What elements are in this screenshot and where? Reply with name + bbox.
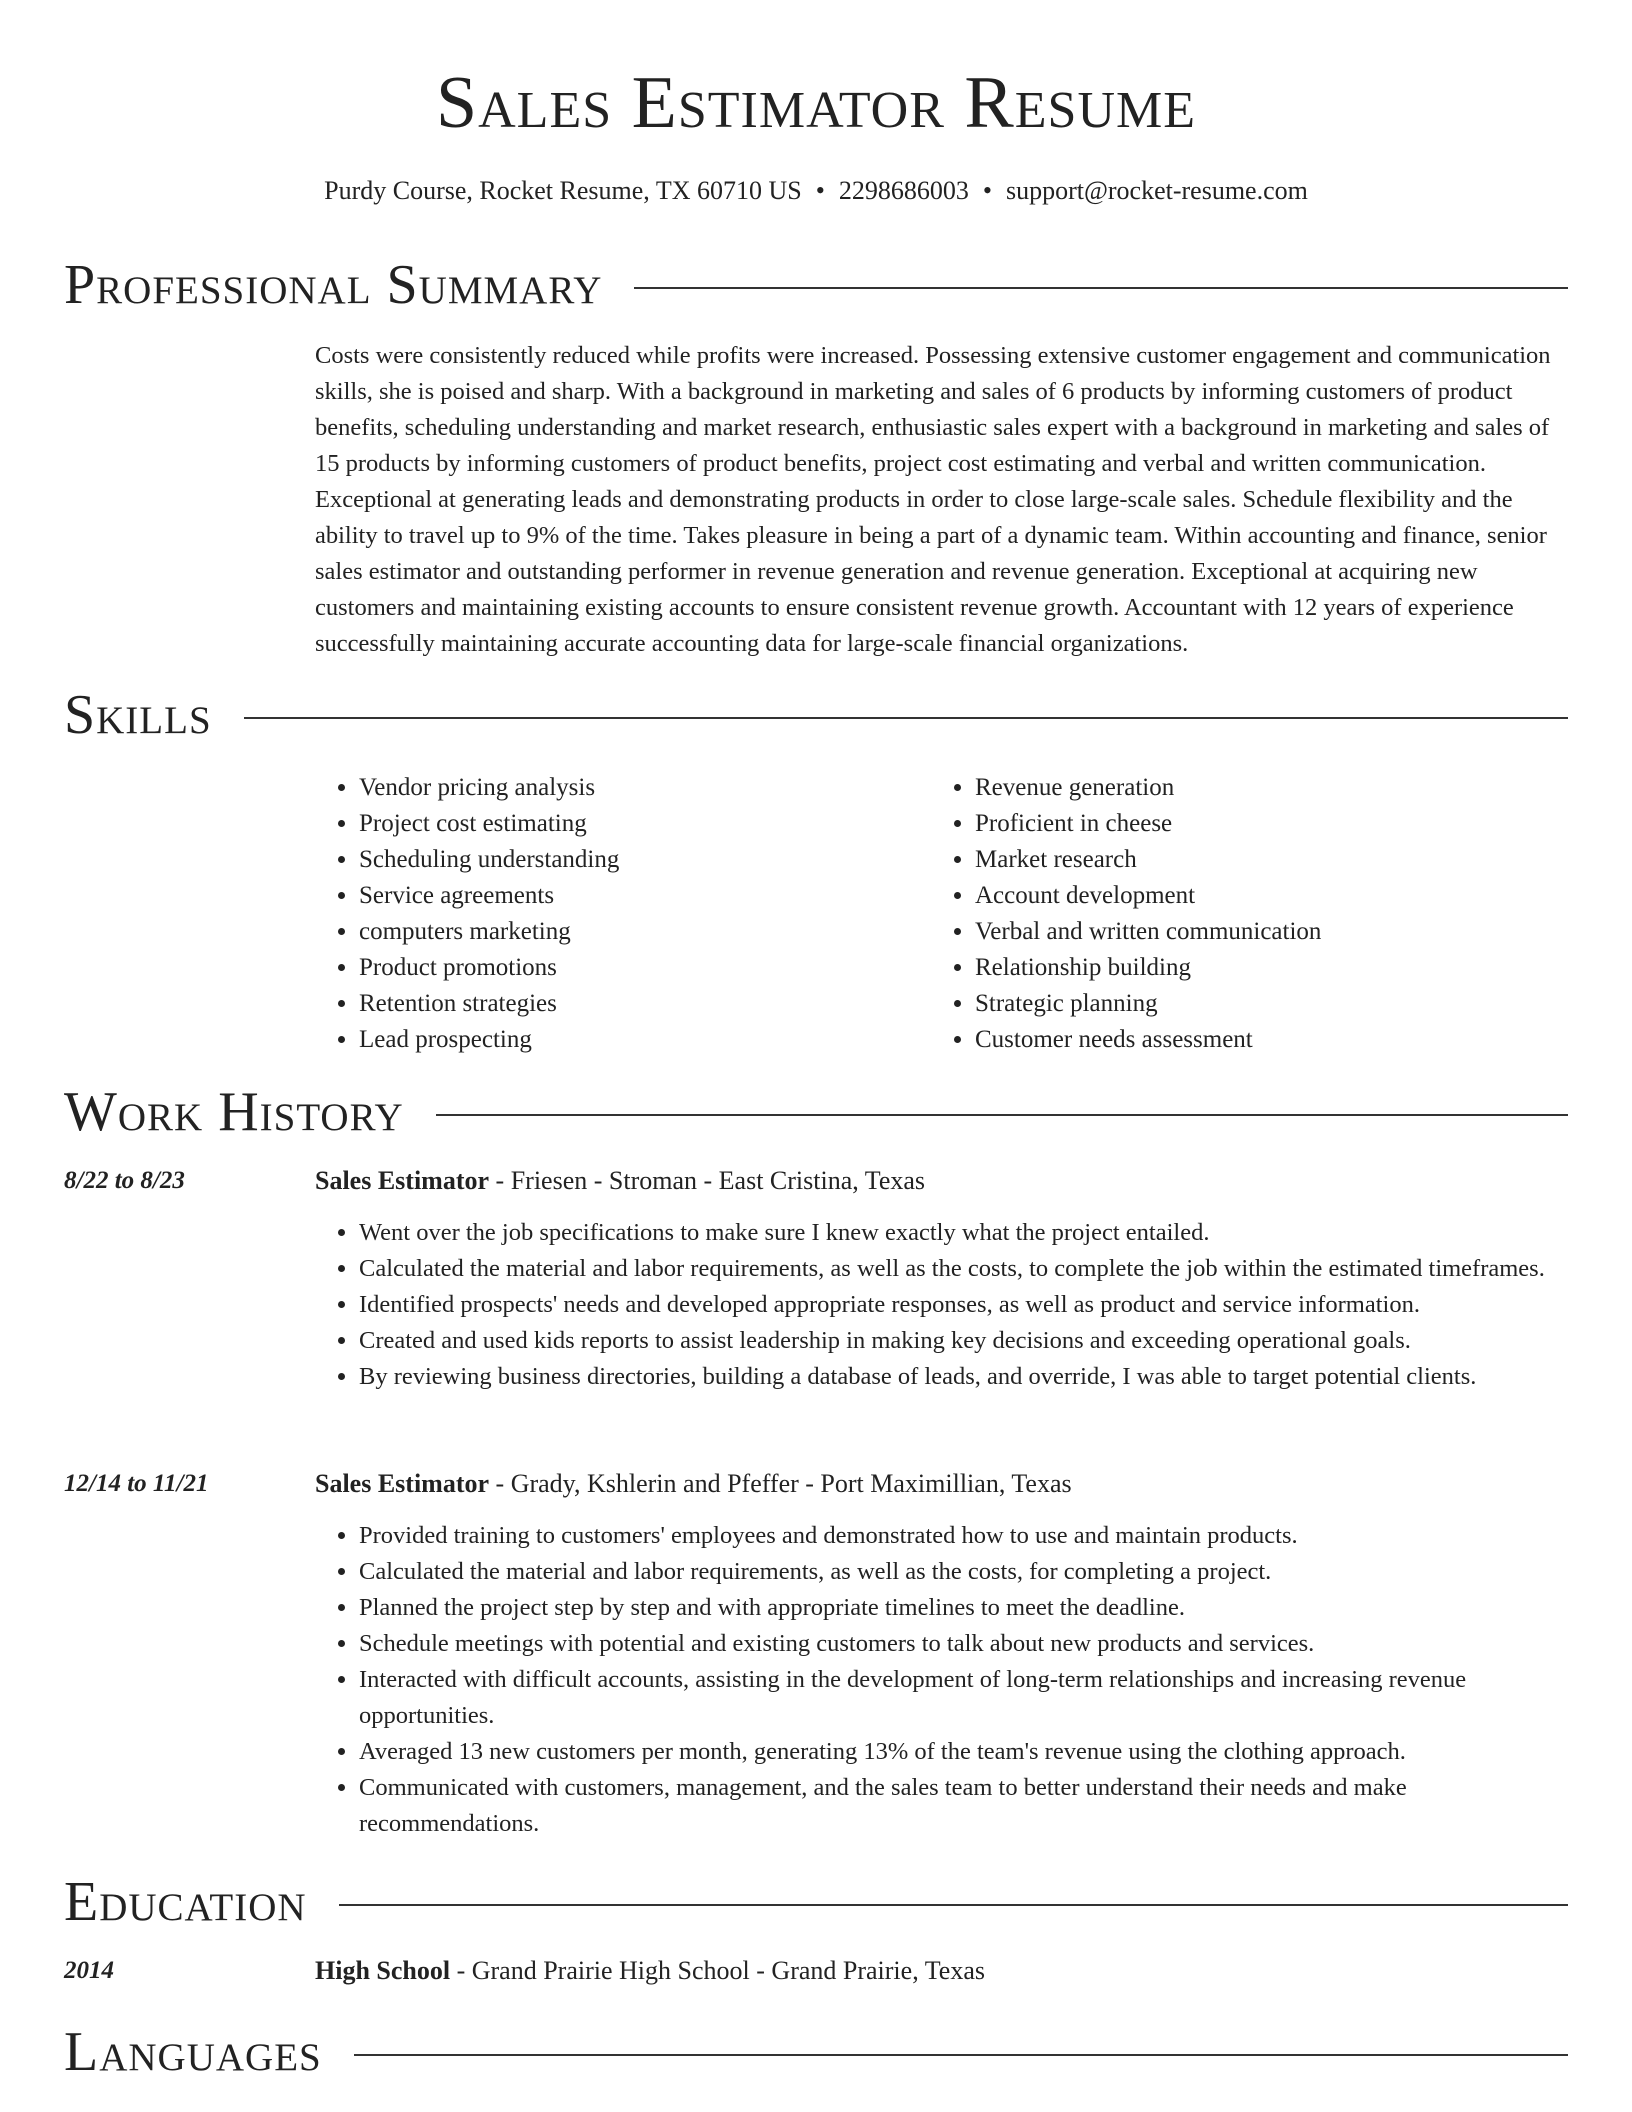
- contact-phone: 2298686003: [838, 176, 969, 205]
- section-divider: [436, 1114, 1568, 1116]
- skill-item: • Project cost estimating: [359, 806, 931, 842]
- skill-item: • Account development: [975, 878, 1547, 914]
- education-degree: High School: [315, 1956, 451, 1985]
- job-bullets: [315, 1518, 1570, 1842]
- section-title: Education: [64, 1871, 307, 1933]
- skills-column-left: [315, 770, 931, 1058]
- contact-separator: •: [982, 176, 992, 205]
- job-dates: 12/14 to 11/21: [64, 1470, 209, 1497]
- job-bullet: • By reviewing business directories, building a database of leads, and override, I was able to target potential clients.: [359, 1359, 1570, 1395]
- skill-item: • Verbal and written communication: [975, 914, 1547, 950]
- job-bullet: • Planned the project step by step and with appropriate timelines to meet the deadline.: [359, 1590, 1570, 1626]
- job-employer: - Friesen - Stroman - East Cristina, Texas: [489, 1166, 926, 1195]
- work-history-header: [64, 1080, 1568, 1144]
- job-bullet: • Averaged 13 new customers per month, generating 13% of the team's revenue using the clothing approach.: [359, 1734, 1570, 1770]
- job-bullet: • Went over the job specifications to make sure I knew exactly what the project entailed.: [359, 1215, 1570, 1251]
- skill-item: • Proficient in cheese: [975, 806, 1547, 842]
- skill-item: • Relationship building: [975, 950, 1547, 986]
- job-title: Sales Estimator: [315, 1469, 490, 1498]
- section-title: Work History: [64, 1081, 404, 1143]
- section-divider: [354, 2054, 1568, 2056]
- job-bullet: • Created and used kids reports to assist leadership in making key decisions and exceeding operational goals.: [359, 1323, 1570, 1359]
- skill-item: • Scheduling understanding: [359, 842, 931, 878]
- job-employer: - Grady, Kshlerin and Pfeffer - Port Maximillian, Texas: [489, 1469, 1072, 1498]
- section-divider: [634, 287, 1568, 289]
- skill-item: • Revenue generation: [975, 770, 1547, 806]
- education-school: - Grand Prairie High School - Grand Prairie, Texas: [450, 1956, 985, 1985]
- professional-summary-header: [64, 253, 1568, 317]
- skills-header: [64, 683, 1568, 747]
- skill-item: • Product promotions: [359, 950, 931, 986]
- skill-item: • Vendor pricing analysis: [359, 770, 931, 806]
- skill-item: • Retention strategies: [359, 986, 931, 1022]
- section-title: Professional Summary: [64, 254, 603, 316]
- skill-item: • computers marketing: [359, 914, 931, 950]
- skill-item: • Customer needs assessment: [975, 1022, 1547, 1058]
- summary-text: Costs were consistently reduced while profits were increased. Possessing extensive customer engagement and communication skills, she is poised and sharp. With a background in marketing and sales of 6 products by informing customers of product benefits, scheduling understanding and market research, enthusiastic sales expert with a background in marketing and sales of 15 products by informing customers of product benefits, project cost estimating and verbal and written communication. Exceptional at generating leads and demonstrating products in order to close large-scale sales. Schedule flexibility and the ability to travel up to 9% of the time. Takes pleasure in being a part of a dynamic team. Within accounting and finance, senior sales estimator and outstanding performer in revenue generation and revenue generation. Exceptional at acquiring new customers and maintaining existing accounts to ensure consistent revenue growth. Accountant with 12 years of experience successfully maintaining accurate accounting data for large-scale financial organizations.: [315, 342, 1551, 657]
- section-divider: [339, 1904, 1568, 1906]
- section-title: Skills: [64, 684, 212, 746]
- job-bullet: • Schedule meetings with potential and existing customers to talk about new products and services.: [359, 1626, 1570, 1662]
- skills-list: [315, 770, 1570, 1058]
- job-bullet: • Calculated the material and labor requirements, as well as the costs, to complete the job within the estimated timeframes.: [359, 1251, 1570, 1287]
- job-title: Sales Estimator: [315, 1166, 490, 1195]
- job-heading: [315, 1466, 1570, 1502]
- education-date: 2014: [64, 1957, 114, 1984]
- job-bullet: • Provided training to customers' employees and demonstrated how to use and maintain products.: [359, 1518, 1570, 1554]
- skills-column-right: [931, 770, 1547, 1058]
- section-divider: [244, 717, 1568, 719]
- languages-header: [64, 2020, 1568, 2084]
- job-bullet: • Identified prospects' needs and developed appropriate responses, as well as product and service information.: [359, 1287, 1570, 1323]
- contact-address: Purdy Course, Rocket Resume, TX 60710 US: [324, 176, 802, 205]
- education-header: [64, 1870, 1568, 1934]
- job-dates: 8/22 to 8/23: [64, 1167, 185, 1194]
- job-heading: [315, 1163, 1570, 1199]
- contact-separator: •: [815, 176, 825, 205]
- job-bullet: • Communicated with customers, management, and the sales team to better understand their needs and make recommendations.: [359, 1770, 1570, 1842]
- skill-item: • Service agreements: [359, 878, 931, 914]
- contact-email: support@rocket-resume.com: [1005, 176, 1308, 205]
- skill-item: • Lead prospecting: [359, 1022, 931, 1058]
- job-bullets: [315, 1215, 1570, 1395]
- contact-line: [0, 174, 1632, 208]
- resume-title: Sales Estimator Resume: [435, 62, 1197, 144]
- education-heading: [315, 1953, 1570, 1989]
- skill-item: • Strategic planning: [975, 986, 1547, 1022]
- job-bullet: • Interacted with difficult accounts, assisting in the development of long-term relationships and increasing revenue opportunities.: [359, 1662, 1570, 1734]
- skill-item: • Market research: [975, 842, 1547, 878]
- job-bullet: • Calculated the material and labor requirements, as well as the costs, for completing a project.: [359, 1554, 1570, 1590]
- section-title: Languages: [64, 2021, 322, 2083]
